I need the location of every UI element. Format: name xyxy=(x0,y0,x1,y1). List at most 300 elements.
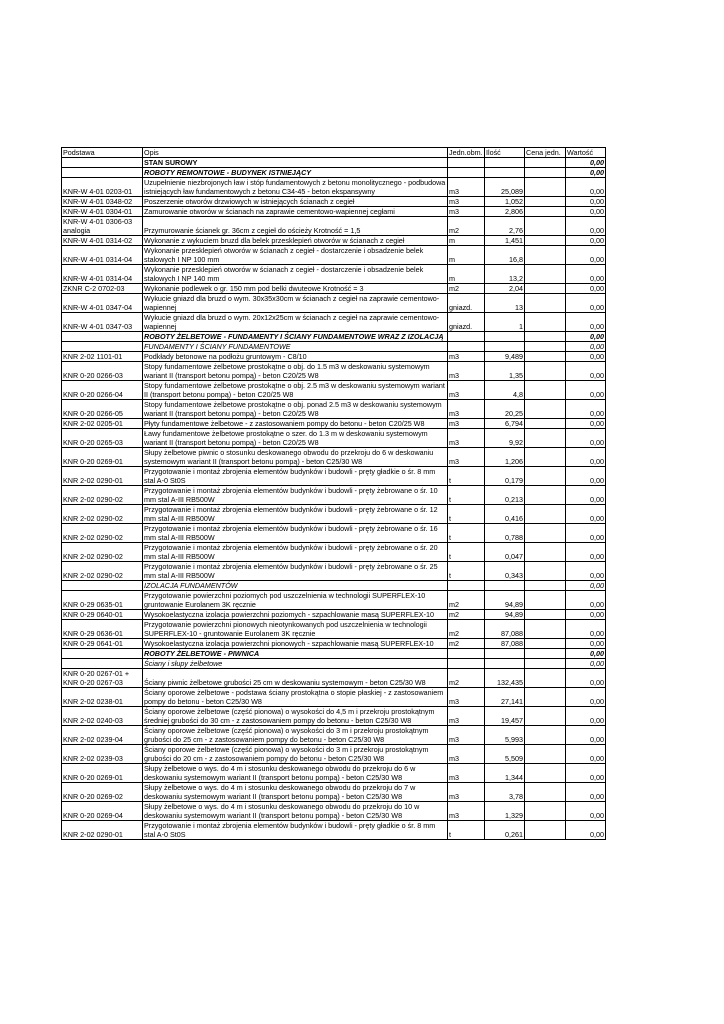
cell-quantity: 132,435 xyxy=(485,669,525,688)
cell-description: Wykonanie podlewek o gr. 150 mm pod belki dwuteowe Krotność = 3 xyxy=(143,284,448,294)
cell-unit-price xyxy=(525,197,566,207)
cell-quantity: 20,25 xyxy=(485,400,525,419)
cell-value: 0,00 xyxy=(566,217,606,236)
cell-unit: gniazd. xyxy=(448,294,485,313)
cell-value: 0,00 xyxy=(566,381,606,400)
cell-quantity xyxy=(485,332,525,342)
cell-description: Wysokoelastyczna izolacja powierzchni pionowych - szpachlowanie masą SUPERFLEX-10 xyxy=(143,639,448,649)
cell-unit-price xyxy=(525,802,566,821)
cell-value: 0,00 xyxy=(566,639,606,649)
table-row xyxy=(62,821,606,840)
cell-unit-price xyxy=(525,659,566,669)
section-row xyxy=(62,332,606,342)
cell-code: ZKNR C-2 0702-03 xyxy=(62,284,143,294)
cell-value: 0,00 xyxy=(566,745,606,764)
table-row xyxy=(62,783,606,802)
cell-unit: gniazd. xyxy=(448,313,485,332)
cell-code: KNR 0-29 0641-01 xyxy=(62,639,143,649)
cell-code xyxy=(62,581,143,591)
cell-value: 0,00 xyxy=(566,610,606,620)
cell-quantity: 87,088 xyxy=(485,620,525,639)
table-row xyxy=(62,236,606,246)
cell-quantity: 9,92 xyxy=(485,429,525,448)
cell-unit-price xyxy=(525,400,566,419)
cell-description: Ściany piwnic żelbetowe grubości 25 cm w deskowaniu systemowym - beton C25/30 W8 xyxy=(143,669,448,688)
cell-description: ROBOTY REMONTOWE - BUDYNEK ISTNIEJĄCY xyxy=(143,168,448,178)
table-row xyxy=(62,610,606,620)
cell-value: 0,00 xyxy=(566,197,606,207)
cell-quantity: 94,89 xyxy=(485,591,525,610)
cell-unit: m3 xyxy=(448,707,485,726)
cell-unit-price xyxy=(525,448,566,467)
cell-unit: m2 xyxy=(448,217,485,236)
cell-quantity xyxy=(485,342,525,352)
cell-value: 0,00 xyxy=(566,707,606,726)
cell-quantity xyxy=(485,659,525,669)
cell-code: KNR 2-02 0290-01 xyxy=(62,821,143,840)
cell-quantity: 1,451 xyxy=(485,236,525,246)
cell-quantity: 4,8 xyxy=(485,381,525,400)
cell-quantity: 0,788 xyxy=(485,524,525,543)
cell-unit: m3 xyxy=(448,726,485,745)
table-row xyxy=(62,197,606,207)
section-row xyxy=(62,158,606,168)
cell-description: Wysokoelastyczna izolacja powierzchni poziomych - szpachlowanie masą SUPERFLEX-10 xyxy=(143,610,448,620)
cell-quantity: 1,344 xyxy=(485,764,525,783)
table-row xyxy=(62,669,606,688)
cell-description: Ściany oporowe żelbetowe (część pionowa) o wysokości do 3 m i przekroju prostokątnym grubości do 25 cm - z zastosowaniem pompy do betonu - beton C25/30 W8 xyxy=(143,726,448,745)
cell-description: Przygotowanie i montaż zbrojenia elementów budynków i budowli - pręty żebrowane o śr. 12 mm stal A-III RB500W xyxy=(143,505,448,524)
table-row xyxy=(62,467,606,486)
table-row xyxy=(62,294,606,313)
section-row xyxy=(62,649,606,659)
table-row xyxy=(62,284,606,294)
cell-description: Przygotowanie powierzchni pionowych nieotynkowanych pod uszczelnienia w technologii SUPERFLEX-10 - gruntowanie Eurolanem 3K ręcznie xyxy=(143,620,448,639)
cell-description: Stopy fundamentowe żelbetowe prostokątne o obj. 2.5 m3 w deskowaniu systemowym wariant II (transport betonu pompą) - beton C20/25 W8 xyxy=(143,381,448,400)
cell-value: 0,00 xyxy=(566,168,606,178)
table-row xyxy=(62,178,606,197)
cell-unit xyxy=(448,168,485,178)
cell-code: KNR-W 4-01 0348-02 xyxy=(62,197,143,207)
cell-unit-price xyxy=(525,610,566,620)
cell-description: Słupy żelbetowe o wys. do 4 m i stosunku deskowanego obwodu do przekroju do 7 w deskowaniu systemowym wariant II (transport betonu pompą) - beton C25/30 W8 xyxy=(143,783,448,802)
cell-description: Zamurowanie otworów w ścianach na zaprawie cementowo-wapiennej cegłami xyxy=(143,207,448,217)
cell-unit-price xyxy=(525,467,566,486)
cell-unit xyxy=(448,581,485,591)
cell-description: Przygotowanie i montaż zbrojenia elementów budynków i budowli - pręty gładkie o śr. 8 mm stal A-0 St0S xyxy=(143,467,448,486)
cell-unit: t xyxy=(448,821,485,840)
cell-unit: m3 xyxy=(448,429,485,448)
cell-value: 0,00 xyxy=(566,591,606,610)
cell-description: Przygotowanie i montaż zbrojenia elementów budynków i budowli - pręty żebrowane o śr. 16 mm stal A-III RB500W xyxy=(143,524,448,543)
cell-value: 0,00 xyxy=(566,505,606,524)
cell-code: KNR-W 4-01 0306-03 analogia xyxy=(62,217,143,236)
cell-quantity: 2,04 xyxy=(485,284,525,294)
table-row xyxy=(62,524,606,543)
cell-quantity: 1,35 xyxy=(485,362,525,381)
cell-quantity: 9,489 xyxy=(485,352,525,362)
cell-value: 0,00 xyxy=(566,802,606,821)
cell-value: 0,00 xyxy=(566,659,606,669)
cell-unit-price xyxy=(525,313,566,332)
cell-code: KNR 2-02 0290-02 xyxy=(62,543,143,562)
cell-quantity: 87,088 xyxy=(485,639,525,649)
table-row xyxy=(62,207,606,217)
cell-code: KNR 0-20 0269-01 xyxy=(62,764,143,783)
cell-unit: m3 xyxy=(448,352,485,362)
table-row xyxy=(62,543,606,562)
cell-unit-price xyxy=(525,342,566,352)
cell-description: Ściany oporowe żelbetowe (część pionowa) o wysokości do 4,5 m i przekroju prostokątnym średniej grubości do 30 cm - z zastosowaniem pompy do betonu - beton C25/30 W8 xyxy=(143,707,448,726)
cell-unit: t xyxy=(448,505,485,524)
cell-unit: m3 xyxy=(448,688,485,707)
cell-unit: m3 xyxy=(448,448,485,467)
cell-quantity xyxy=(485,168,525,178)
cell-code xyxy=(62,659,143,669)
table-row xyxy=(62,246,606,265)
cell-description: Przymurowanie ścianek gr. 36cm z cegieł do ościeży Krotność = 1,5 xyxy=(143,217,448,236)
cell-description: IZOLACJA FUNDAMENTÓW xyxy=(143,581,448,591)
cell-unit: t xyxy=(448,543,485,562)
cell-description: Poszerzenie otworów drzwiowych w istniejących ścianach z cegieł xyxy=(143,197,448,207)
cell-quantity: 0,261 xyxy=(485,821,525,840)
cell-value: 0,00 xyxy=(566,236,606,246)
cell-unit: m xyxy=(448,265,485,284)
cell-value: 0,00 xyxy=(566,429,606,448)
cell-code: KNR 0-20 0266-04 xyxy=(62,381,143,400)
table-row xyxy=(62,620,606,639)
table-row xyxy=(62,505,606,524)
table-row xyxy=(62,352,606,362)
cell-code: KNR 2-02 0205-01 xyxy=(62,419,143,429)
cell-value: 0,00 xyxy=(566,400,606,419)
cell-description: Przygotowanie i montaż zbrojenia elementów budynków i budowli - pręty żebrowane o śr. 10 mm stal A-III RB500W xyxy=(143,486,448,505)
subsection-row xyxy=(62,342,606,352)
header-code: Podstawa xyxy=(62,148,143,158)
cell-unit: t xyxy=(448,524,485,543)
cell-quantity xyxy=(485,649,525,659)
header-quantity: Ilość xyxy=(485,148,525,158)
cell-description: Podkłady betonowe na podłożu gruntowym - C8/10 xyxy=(143,352,448,362)
cell-description: Stopy fundamentowe żelbetowe prostokątne o obj. ponad 2.5 m3 w deskowaniu systemowym wariant II (transport betonu pompą) - beton C20/25 W8 xyxy=(143,400,448,419)
cell-unit-price xyxy=(525,158,566,168)
cell-unit-price xyxy=(525,783,566,802)
cell-code xyxy=(62,342,143,352)
table-row xyxy=(62,448,606,467)
cell-quantity: 1,052 xyxy=(485,197,525,207)
cell-description: ROBOTY ŻELBETOWE - PIWNICA xyxy=(143,649,448,659)
cell-code: KNR-W 4-01 0314-04 xyxy=(62,265,143,284)
cell-quantity: 2,806 xyxy=(485,207,525,217)
cell-code: KNR 0-29 0636-01 xyxy=(62,620,143,639)
cell-code: KNR-W 4-01 0347-03 xyxy=(62,313,143,332)
cell-unit: m3 xyxy=(448,802,485,821)
cell-value: 0,00 xyxy=(566,562,606,581)
cell-code: KNR 2-02 0239-03 xyxy=(62,745,143,764)
cell-code xyxy=(62,168,143,178)
cell-code: KNR 2-02 0290-01 xyxy=(62,467,143,486)
cell-quantity: 1,206 xyxy=(485,448,525,467)
cell-quantity: 0,047 xyxy=(485,543,525,562)
table-row xyxy=(62,265,606,284)
cell-unit-price xyxy=(525,726,566,745)
cell-value: 0,00 xyxy=(566,524,606,543)
cell-unit-price xyxy=(525,381,566,400)
cell-description: FUNDAMENTY I ŚCIANY FUNDAMENTOWE xyxy=(143,342,448,352)
header-description: Opis xyxy=(143,148,448,158)
table-row xyxy=(62,381,606,400)
cell-code: KNR-W 4-01 0304-01 xyxy=(62,207,143,217)
table-row xyxy=(62,217,606,236)
cell-value: 0,00 xyxy=(566,362,606,381)
cell-value: 0,00 xyxy=(566,486,606,505)
table-row xyxy=(62,726,606,745)
cell-unit: t xyxy=(448,467,485,486)
cell-quantity xyxy=(485,158,525,168)
cell-description: STAN SUROWY xyxy=(143,158,448,168)
header-value: Wartość xyxy=(566,148,606,158)
cell-unit: m2 xyxy=(448,639,485,649)
cell-unit: m2 xyxy=(448,669,485,688)
cell-unit-price xyxy=(525,639,566,649)
cell-code xyxy=(62,332,143,342)
cell-unit: m2 xyxy=(448,610,485,620)
cell-code: KNR 0-20 0269-01 xyxy=(62,448,143,467)
cell-unit-price xyxy=(525,669,566,688)
table-row xyxy=(62,486,606,505)
cell-unit-price xyxy=(525,591,566,610)
subsection-row xyxy=(62,581,606,591)
cell-code: KNR 0-20 0269-02 xyxy=(62,783,143,802)
table-row xyxy=(62,802,606,821)
cell-value: 0,00 xyxy=(566,207,606,217)
cost-estimate-table xyxy=(61,147,606,840)
cell-value: 0,00 xyxy=(566,352,606,362)
cell-value: 0,00 xyxy=(566,688,606,707)
table-row xyxy=(62,419,606,429)
cell-quantity: 6,794 xyxy=(485,419,525,429)
cell-value: 0,00 xyxy=(566,543,606,562)
cell-quantity: 13 xyxy=(485,294,525,313)
table-row xyxy=(62,313,606,332)
cell-description: Przygotowanie i montaż zbrojenia elementów budynków i budowli - pręty żebrowane o śr. 20 mm stal A-III RB500W xyxy=(143,543,448,562)
cell-unit xyxy=(448,659,485,669)
cell-quantity: 94,89 xyxy=(485,610,525,620)
cell-unit xyxy=(448,332,485,342)
cell-code: KNR 0-20 0265-03 xyxy=(62,429,143,448)
cell-code: KNR 0-29 0635-01 xyxy=(62,591,143,610)
cell-description: Ściany oporowe żelbetowe - podstawa ściany prostokątna o stopie płaskiej - z zastosowaniem pompy do betonu - beton C25/30 W8 xyxy=(143,688,448,707)
table-row xyxy=(62,764,606,783)
cell-code: KNR-W 4-01 0347-04 xyxy=(62,294,143,313)
cell-unit-price xyxy=(525,707,566,726)
cell-unit: m3 xyxy=(448,783,485,802)
cell-unit: m xyxy=(448,246,485,265)
cell-unit-price xyxy=(525,352,566,362)
cell-unit-price xyxy=(525,745,566,764)
cell-value: 0,00 xyxy=(566,158,606,168)
cell-value: 0,00 xyxy=(566,332,606,342)
cell-code: KNR 0-20 0267-01 + KNR 0-20 0267-03 xyxy=(62,669,143,688)
cell-unit-price xyxy=(525,505,566,524)
cell-unit: m3 xyxy=(448,178,485,197)
cell-description: Słupy żelbetowe o wys. do 4 m i stosunku deskowanego obwodu do przekroju do 10 w deskowaniu systemowym wariant II (transport betonu pompą) - beton C25/30 W8 xyxy=(143,802,448,821)
cell-value: 0,00 xyxy=(566,342,606,352)
cell-code: KNR 2-02 0290-02 xyxy=(62,486,143,505)
cell-code xyxy=(62,649,143,659)
cell-value: 0,00 xyxy=(566,821,606,840)
header-row xyxy=(62,148,606,158)
cell-description: Słupy żelbetowe o wys. do 4 m i stosunku deskowanego obwodu do przekroju do 6 w deskowaniu systemowym wariant II (transport betonu pompą) - beton C25/30 W8 xyxy=(143,764,448,783)
header-unit-price: Cena jedn. xyxy=(525,148,566,158)
cell-unit: m3 xyxy=(448,207,485,217)
cell-unit-price xyxy=(525,419,566,429)
cell-unit-price xyxy=(525,688,566,707)
cell-quantity: 25,089 xyxy=(485,178,525,197)
cell-unit-price xyxy=(525,284,566,294)
cell-code: KNR 0-20 0269-04 xyxy=(62,802,143,821)
cell-quantity: 0,179 xyxy=(485,467,525,486)
cell-value: 0,00 xyxy=(566,294,606,313)
cell-value: 0,00 xyxy=(566,669,606,688)
cell-value: 0,00 xyxy=(566,581,606,591)
table-row xyxy=(62,688,606,707)
cell-code: KNR 2-02 0240-03 xyxy=(62,707,143,726)
cell-unit: t xyxy=(448,562,485,581)
cell-unit: m3 xyxy=(448,400,485,419)
cell-code: KNR 2-02 0238-01 xyxy=(62,688,143,707)
cell-unit-price xyxy=(525,764,566,783)
table-row xyxy=(62,400,606,419)
table-body xyxy=(62,148,606,840)
cell-description: Ławy fundamentowe żelbetowe prostokątne o szer. do 1.3 m w deskowaniu systemowym wariant II (transport betonu pompą) - beton C20/25 W8 xyxy=(143,429,448,448)
cell-description: Płyty fundamentowe żelbetowe - z zastosowaniem pompy do betonu - beton C20/25 W8 xyxy=(143,419,448,429)
cell-description: Wykonanie przesklepień otworów w ścianach z cegieł - dostarczenie i obsadzenie belek stalowych I NP 140 mm xyxy=(143,265,448,284)
cell-unit-price xyxy=(525,246,566,265)
cell-unit-price xyxy=(525,649,566,659)
cell-unit-price xyxy=(525,821,566,840)
cell-value: 0,00 xyxy=(566,783,606,802)
cell-unit: m2 xyxy=(448,284,485,294)
cell-unit-price xyxy=(525,236,566,246)
cell-description: Wykucie gniazd dla bruzd o wym. 30x35x30cm w ścianach z cegieł na zaprawie cementowo-wapiennej xyxy=(143,294,448,313)
cell-unit xyxy=(448,342,485,352)
cell-quantity: 5,509 xyxy=(485,745,525,764)
cell-unit-price xyxy=(525,486,566,505)
cell-code: KNR 2-02 0290-02 xyxy=(62,505,143,524)
cell-value: 0,00 xyxy=(566,313,606,332)
cell-unit-price xyxy=(525,543,566,562)
cell-value: 0,00 xyxy=(566,620,606,639)
cell-code: KNR 0-20 0266-05 xyxy=(62,400,143,419)
cell-code: KNR 0-20 0266-03 xyxy=(62,362,143,381)
cell-description: Uzupełnienie niezbrojonych ław i stóp fundamentowych z betonu monolitycznego - podbudowa istniejących ław fundamentowych z betonu C34-45 - beton ekspansywny xyxy=(143,178,448,197)
cell-value: 0,00 xyxy=(566,284,606,294)
cell-description: Stopy fundamentowe żelbetowe prostokątne o obj. do 1.5 m3 w deskowaniu systemowym wariant II (transport betonu pompą) - beton C20/25 W8 xyxy=(143,362,448,381)
cell-code: KNR 2-02 0290-02 xyxy=(62,562,143,581)
cell-description: Przygotowanie i montaż zbrojenia elementów budynków i budowli - pręty gładkie o śr. 8 mm stal A-0 St0S xyxy=(143,821,448,840)
cell-value: 0,00 xyxy=(566,467,606,486)
cell-code: KNR 0-29 0640-01 xyxy=(62,610,143,620)
table-row xyxy=(62,562,606,581)
subsection-row xyxy=(62,659,606,669)
table-row xyxy=(62,639,606,649)
cell-unit: t xyxy=(448,486,485,505)
cell-quantity: 27,141 xyxy=(485,688,525,707)
cell-quantity: 13,2 xyxy=(485,265,525,284)
cell-code: KNR-W 4-01 0314-02 xyxy=(62,236,143,246)
cell-description: Słupy żelbetowe piwnic o stosunku deskowanego obwodu do przekroju do 6 w deskowaniu systemowym wariant II (transport betonu pompą) - beton C25/30 W8 xyxy=(143,448,448,467)
table-row xyxy=(62,362,606,381)
cell-unit-price xyxy=(525,620,566,639)
cell-quantity: 0,416 xyxy=(485,505,525,524)
cost-estimate-sheet xyxy=(61,147,603,840)
cell-unit-price xyxy=(525,524,566,543)
cell-description: Wykonanie z wykuciem bruzd dla belek przesklepień otworów w ścianach z cegieł xyxy=(143,236,448,246)
cell-quantity: 1 xyxy=(485,313,525,332)
cell-unit: m3 xyxy=(448,419,485,429)
cell-description: Przygotowanie powierzchni poziomych pod uszczelnienia w technologii SUPERFLEX-10 gruntowanie Eurolanem 3K ręcznie xyxy=(143,591,448,610)
table-row xyxy=(62,591,606,610)
cell-quantity: 0,213 xyxy=(485,486,525,505)
cell-unit-price xyxy=(525,294,566,313)
cell-description: Wykucie gniazd dla bruzd o wym. 20x12x25cm w ścianach z cegieł na zaprawie cementowo-wapiennej xyxy=(143,313,448,332)
cell-quantity xyxy=(485,581,525,591)
cell-value: 0,00 xyxy=(566,419,606,429)
cell-code: KNR 2-02 0290-02 xyxy=(62,524,143,543)
cell-unit xyxy=(448,158,485,168)
cell-description: Ściany i słupy żelbetowe xyxy=(143,659,448,669)
cell-quantity: 16,8 xyxy=(485,246,525,265)
cell-unit-price xyxy=(525,362,566,381)
cell-value: 0,00 xyxy=(566,448,606,467)
cell-value: 0,00 xyxy=(566,246,606,265)
cell-unit: m xyxy=(448,236,485,246)
cell-value: 0,00 xyxy=(566,764,606,783)
cell-code: KNR 2-02 1101-01 xyxy=(62,352,143,362)
cell-unit xyxy=(448,649,485,659)
cell-unit: m3 xyxy=(448,362,485,381)
cell-description: ROBOTY ŻELBETOWE - FUNDAMENTY I ŚCIANY FUNDAMENTOWE WRAZ Z IZOLACJĄ xyxy=(143,332,448,342)
cell-quantity: 19,457 xyxy=(485,707,525,726)
section-row xyxy=(62,168,606,178)
cell-description: Przygotowanie i montaż zbrojenia elementów budynków i budowli - pręty żebrowane o śr. 25 mm stal A-III RB500W xyxy=(143,562,448,581)
cell-unit-price xyxy=(525,265,566,284)
cell-unit: m2 xyxy=(448,591,485,610)
cell-unit-price xyxy=(525,178,566,197)
cell-code xyxy=(62,158,143,168)
cell-value: 0,00 xyxy=(566,649,606,659)
cell-unit-price xyxy=(525,207,566,217)
cell-quantity: 2,76 xyxy=(485,217,525,236)
cell-unit-price xyxy=(525,581,566,591)
cell-value: 0,00 xyxy=(566,178,606,197)
cell-unit-price xyxy=(525,332,566,342)
cell-unit-price xyxy=(525,168,566,178)
cell-code: KNR-W 4-01 0314-04 xyxy=(62,246,143,265)
cell-unit: m3 xyxy=(448,197,485,207)
cell-unit-price xyxy=(525,429,566,448)
cell-unit: m2 xyxy=(448,620,485,639)
cell-unit-price xyxy=(525,562,566,581)
cell-unit: m3 xyxy=(448,381,485,400)
cell-quantity: 1,329 xyxy=(485,802,525,821)
cell-quantity: 3,78 xyxy=(485,783,525,802)
table-row xyxy=(62,429,606,448)
cell-code: KNR-W 4-01 0203-01 xyxy=(62,178,143,197)
table-row xyxy=(62,707,606,726)
table-row xyxy=(62,745,606,764)
